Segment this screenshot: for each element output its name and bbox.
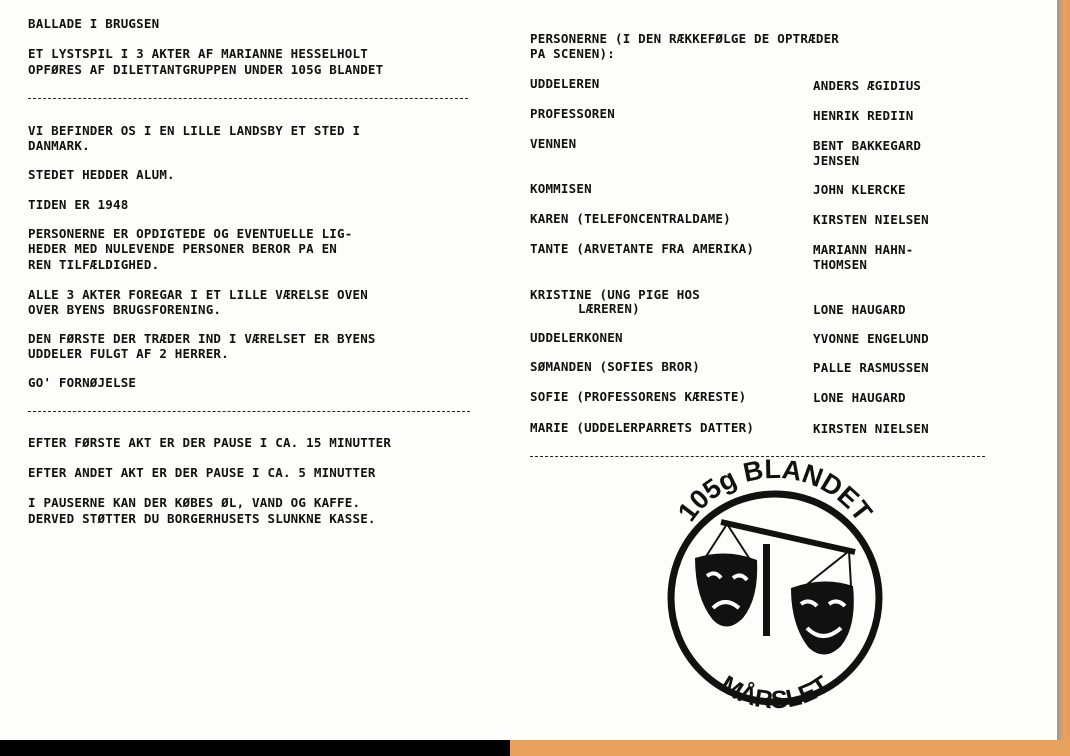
logo-top-text: 105g BLANDET — [671, 458, 878, 527]
disclaimer-line-2: HEDER MED NULEVENDE PERSONER BEROR PA EN — [28, 241, 338, 256]
cast-actor: KIRSTEN NIELSEN — [813, 421, 929, 436]
cast-actor: MARIANN HAHN- — [813, 242, 914, 257]
acts-line-1: ALLE 3 AKTER FOREGAR I ET LILLE VÆRELSE OVEN — [28, 287, 368, 302]
refreshments-line-1: I PAUSERNE KAN DER KØBES ØL, VAND OG KAFFE. — [28, 495, 361, 510]
disclaimer-line-1: PERSONERNE ER OPDIGTEDE OG EVENTUELLE LIG- — [28, 226, 353, 241]
cast-actor: LONE HAUGARD — [813, 302, 906, 317]
cast-role: KAREN (TELEFONCENTRALDAME) — [530, 211, 731, 226]
cast-role: VENNEN — [530, 136, 577, 151]
setting-line-1: VI BEFINDER OS I EN LILLE LANDSBY ET STED I — [28, 123, 361, 138]
cast-actor: YVONNE ENGELUND — [813, 331, 929, 346]
divider-2 — [28, 411, 470, 412]
cast-role: TANTE (ARVETANTE FRA AMERIKA) — [530, 241, 755, 256]
refreshments-line-2: DERVED STØTTER DU BORGERHUSETS SLUNKNE KASSE. — [28, 511, 376, 526]
cast-actor: BENT BAKKEGARD — [813, 138, 922, 153]
acts-line-2: OVER BYENS BRUGSFORENING. — [28, 302, 222, 317]
play-title: BALLADE I BRUGSEN — [28, 16, 160, 31]
comedy-mask-icon — [791, 581, 854, 654]
cast-actor-continued: JENSEN — [813, 153, 860, 168]
entry-line-2: UDDELER FULGT AF 2 HERRER. — [28, 346, 229, 361]
entry-line-1: DEN FØRSTE DER TRÆDER IND I VÆRELSET ER BYENS — [28, 331, 376, 346]
cast-actor: ANDERS ÆGIDIUS — [813, 78, 922, 93]
cast-actor: LONE HAUGARD — [813, 390, 906, 405]
cast-role: MARIE (UDDELERPARRETS DATTER) — [530, 420, 755, 435]
play-subtitle-line-1: ET LYSTSPIL I 3 AKTER AF MARIANNE HESSELHOLT — [28, 46, 368, 61]
divider-3 — [530, 456, 985, 457]
cast-role-continued: LÆREREN) — [578, 301, 640, 316]
tragedy-mask-icon — [695, 553, 757, 626]
logo-bottom-text: MÅRSLET — [715, 670, 835, 715]
time-text: TIDEN ER 1948 — [28, 197, 129, 212]
cast-role: PROFESSOREN — [530, 106, 615, 121]
cast-role: SØMANDEN (SOFIES BROR) — [530, 359, 700, 374]
cast-heading-line-2: PA SCENEN): — [530, 46, 615, 61]
cast-role: SOFIE (PROFESSORENS KÆRESTE) — [530, 389, 747, 404]
pause-info-2: EFTER ANDET AKT ER DER PAUSE I CA. 5 MINUTTER — [28, 465, 376, 480]
cast-actor: KIRSTEN NIELSEN — [813, 212, 929, 227]
cast-actor: PALLE RASMUSSEN — [813, 360, 929, 375]
cast-actor-continued: THOMSEN — [813, 257, 868, 272]
cast-role: KRISTINE (UNG PIGE HOS — [530, 287, 700, 302]
scan-edge-right — [1057, 0, 1070, 740]
cast-actor: JOHN KLERCKE — [813, 182, 906, 197]
greeting-text: GO' FORNØJELSE — [28, 375, 137, 390]
cast-actor: HENRIK REDIIN — [813, 108, 914, 123]
divider-1 — [28, 98, 468, 99]
pause-info-1: EFTER FØRSTE AKT ER DER PAUSE I CA. 15 MINUTTER — [28, 435, 392, 450]
place-text: STEDET HEDDER ALUM. — [28, 167, 175, 182]
cast-heading-line-1: PERSONERNE (I DEN RÆKKEFØLGE DE OPTRÆDER — [530, 31, 840, 46]
cast-role: KOMMISEN — [530, 181, 592, 196]
cast-role: UDDELERKONEN — [530, 330, 623, 345]
disclaimer-line-3: REN TILFÆLDIGHED. — [28, 257, 160, 272]
setting-line-2: DANMARK. — [28, 138, 90, 153]
cast-role: UDDELEREN — [530, 76, 600, 91]
club-logo — [655, 458, 895, 728]
scan-edge-bottom — [510, 740, 1070, 756]
play-subtitle-line-2: OPFØRES AF DILETTANTGRUPPEN UNDER 105G BLANDET — [28, 62, 384, 77]
